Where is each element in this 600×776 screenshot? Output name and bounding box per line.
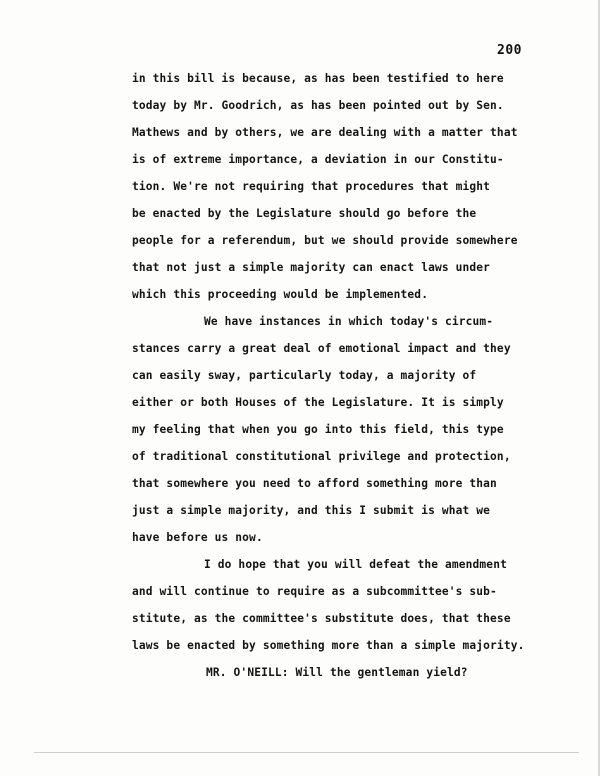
text-line: laws be enacted by something more than a simple majority.	[132, 639, 525, 652]
text-line: today by Mr. Goodrich, as has been pointed out by Sen.	[132, 99, 504, 112]
text-line: that not just a simple majority can enact laws under	[132, 261, 491, 274]
text-line: which this proceeding would be implemented.	[132, 288, 429, 301]
text-line: have before us now.	[132, 531, 263, 544]
bottom-rule	[34, 752, 579, 753]
text-line: my feeling that when you go into this field, this type	[132, 423, 504, 436]
page-number: 200	[497, 43, 522, 58]
text-line: and will continue to require as a subcommittee's sub-	[132, 585, 497, 598]
text-line: of traditional constitutional privilege and protection,	[132, 450, 511, 463]
text-line: that somewhere you need to afford something more than	[132, 477, 497, 490]
text-line: in this bill is because, as has been testified to here	[132, 72, 504, 85]
paragraph-start-line: I do hope that you will defeat the amendment	[204, 558, 507, 571]
text-line: either or both Houses of the Legislature. It is simply	[132, 396, 504, 409]
text-line: is of extreme importance, a deviation in our Constitu-	[132, 153, 504, 166]
text-line: just a simple majority, and this I submit is what we	[132, 504, 491, 517]
speaker-line: MR. O'NEILL: Will the gentleman yield?	[206, 666, 468, 679]
text-line: people for a referendum, but we should provide somewhere	[132, 234, 518, 247]
text-line: stances carry a great deal of emotional impact and they	[132, 342, 511, 355]
text-line: stitute, as the committee's substitute does, that these	[132, 612, 511, 625]
paragraph-start-line: We have instances in which today's circum-	[204, 315, 494, 328]
text-line: tion. We're not requiring that procedures that might	[132, 180, 491, 193]
text-line: can easily sway, particularly today, a majority of	[132, 369, 477, 382]
text-line: Mathews and by others, we are dealing with a matter that	[132, 126, 518, 139]
text-line: be enacted by the Legislature should go before the	[132, 207, 477, 220]
